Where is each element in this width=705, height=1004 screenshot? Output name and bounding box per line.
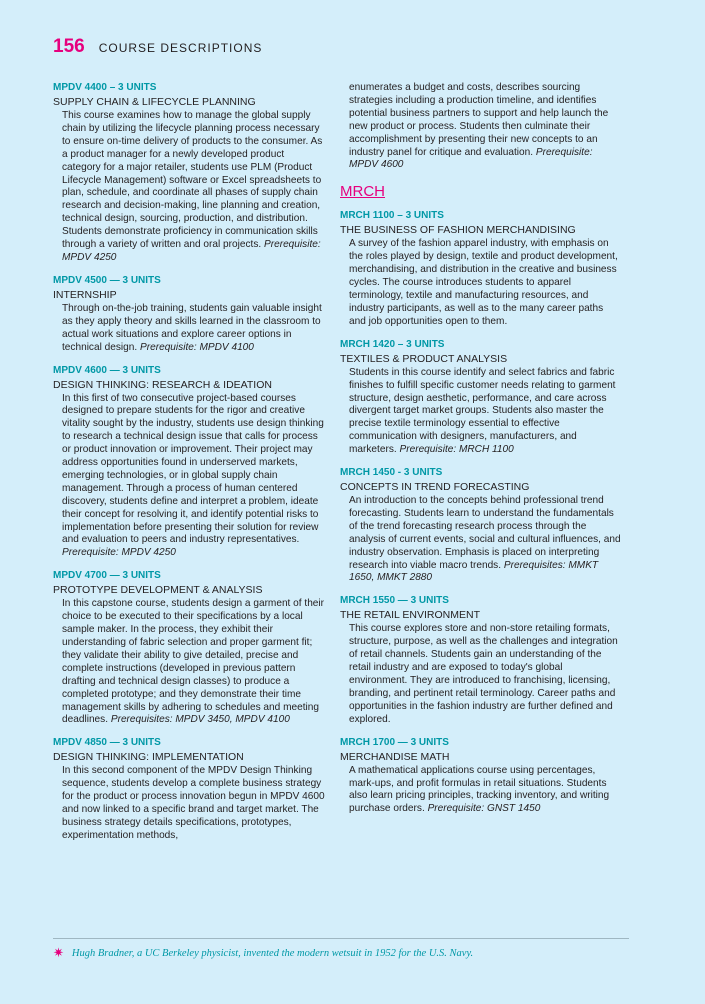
course-entry (53, 568, 325, 727)
asterisk-star-icon: ✷ (53, 945, 64, 960)
course-entry (340, 337, 622, 457)
continued-description (349, 82, 622, 172)
course-description (62, 393, 325, 561)
course-description (349, 238, 622, 328)
page-number: 156 (53, 36, 85, 57)
prerequisite: Prerequisite: MPDV 4600 (349, 146, 593, 171)
section-title: COURSE DESCRIPTIONS (98, 41, 263, 55)
course-code: MPDV 4500 — 3 UNITS (53, 274, 161, 286)
fun-fact-text: Hugh Bradner, a UC Berkeley physicist, invented the modern wetsuit in 1952 for the U.S. Navy. (71, 947, 474, 959)
course-title: DESIGN THINKING: IMPLEMENTATION (53, 751, 244, 764)
description-text: Students in this course identify and select fabrics and fabric finishes to fulfill specific customer needs relating to garment structure, design aesthetic, performance, and care across divergent target market groups. Students also master the precise textile terminology essential to effective communication with designers, manufacturers, and marketers. (349, 366, 616, 456)
course-entry (340, 208, 622, 328)
prerequisite: Prerequisite: MPDV 4250 (62, 547, 176, 559)
prerequisite: Prerequisites: MPDV 3450, MPDV 4100 (110, 714, 290, 726)
course-description (62, 765, 325, 842)
course-entry (53, 363, 325, 561)
prerequisite: Prerequisite: MPDV 4100 (140, 341, 254, 353)
description-text: A mathematical applications course using percentages, mark-ups, and profit formulas in retail situations. Students also learn pricing principles, tracking inventory, and writing purchase orders. (349, 764, 610, 815)
course-title: THE BUSINESS OF FASHION MERCHANDISING (340, 224, 576, 237)
course-description (349, 765, 622, 817)
course-code: MRCH 1700 — 3 UNITS (340, 736, 449, 748)
description-text: This course explores store and non-store retailing formats, structure, purpose, as well as the challenges and integration of retail channels. Students gain an understanding of the retail industry and are exposed to today's global environment. They are introduced to franchising, licensing, branding, and pertinent retail terminology. Career paths and opportunities in the fashion industry are further defined and explored. (349, 623, 618, 725)
course-description (349, 367, 622, 457)
description-text: In this second component of the MPDV Design Thinking sequence, students develop a complete business strategy for the product or process innovation begun in MPDV 4600 and now linked to a specific brand and target market. The business strategy details specifications, prototypes, experimentation methods, (62, 765, 325, 841)
description-text: enumerates a budget and costs, describes sourcing strategies including a production timeline, and identifies potential business partners to support and help launch the new product or process. Students then culminate their accomplishment by presenting their new concepts to an industry panel for critique and evaluation. (349, 82, 609, 158)
course-description (349, 623, 622, 726)
course-title: DESIGN THINKING: RESEARCH & IDEATION (53, 378, 272, 391)
course-title: SUPPLY CHAIN & LIFECYCLE PLANNING (53, 96, 256, 108)
description-text: This course examines how to manage the global supply chain by utilizing the lifecycle planning process necessary to ensure on-time delivery of products to the consumer. As a product manager for a newly developed product category for a major retailer, students use PLM (Product Lifecycle Management) software or Excel spreadsheets to plan, schedule, and coordinate all phases of supply chain research and decision-making, line planning and creation, technical design, sourcing, production, and distribution. Students demonstrate proficiency in communication skills through a variety of written and oral projects. (62, 110, 323, 251)
right-column (340, 82, 622, 824)
left-column (53, 80, 325, 851)
course-code: MRCH 1420 – 3 UNITS (340, 338, 445, 350)
course-code: MRCH 1550 — 3 UNITS (340, 595, 449, 607)
course-title: TEXTILES & PRODUCT ANALYSIS (340, 352, 508, 365)
course-entry (53, 80, 325, 265)
page-header (53, 36, 262, 58)
course-entry (340, 465, 622, 585)
course-title: INTERNSHIP (53, 288, 117, 301)
description-text: An introduction to the concepts behind professional trend forecasting. Students learn to understand the fundamentals of the trend forecasting research process through the analysis of current events, social and cultural influences, and industry observation. Emphasis is placed on interpreting research into viable macro trends. (349, 495, 621, 571)
course-code: MPDV 4850 — 3 UNITS (53, 737, 161, 749)
course-title: THE RETAIL ENVIRONMENT (340, 609, 481, 622)
prerequisite: Prerequisite: MPDV 4250 (62, 239, 321, 263)
description-text: In this capstone course, students design a garment of their choice to be executed to their specifications by a local sample maker. In the process, they exhibit their understanding of fabric selection and proper garment fit; they validate their ability to give detailed, precise and complete instructions (developed in previous pattern drafting and technical design classes) to produce a completed prototype; and they demonstrate their time management skills by adhering to schedules and meeting deadlines. (62, 598, 325, 726)
course-code: MRCH 1450 - 3 UNITS (340, 467, 443, 479)
description-text: Through on-the-job training, students gain valuable insight as they apply theory and skills learned in the classroom to actual work situations and explore career options in technical design. (62, 302, 322, 353)
course-entry (53, 273, 325, 355)
course-title: MERCHANDISE MATH (340, 750, 450, 763)
course-description (62, 598, 325, 727)
course-code: MPDV 4700 — 3 UNITS (53, 570, 161, 582)
course-description (62, 303, 325, 355)
course-entry (340, 593, 622, 726)
course-description (62, 110, 325, 265)
course-code: MPDV 4600 — 3 UNITS (53, 364, 161, 376)
course-title: CONCEPTS IN TREND FORECASTING (340, 481, 530, 494)
course-title: PROTOTYPE DEVELOPMENT & ANALYSIS (53, 584, 263, 597)
footer-fact (53, 945, 473, 961)
department-heading: MRCH (340, 183, 385, 201)
course-entry (340, 735, 622, 817)
description-text: In this first of two consecutive project-based courses designed to prepare students for the rigor and creative vitality sought by the industry, students use design thinking to research a technical design issue that calls for process or product innovation or improvement. Their project may address opportunities found in underserved markets, emerging technologies, or in global supply chain management. Through a process of human centered discovery, students define and interpret a problem, ideate their concept for resolving it, and identify potential risks to implementation before presenting their solution for review and evaluation to peers and industry representatives. (62, 392, 324, 546)
course-code: MRCH 1100 – 3 UNITS (340, 210, 444, 222)
course-code: MPDV 4400 – 3 UNITS (53, 82, 157, 93)
course-entry (53, 735, 325, 842)
course-description (349, 495, 622, 585)
prerequisite: Prerequisite: GNST 1450 (427, 803, 541, 815)
footer-divider (53, 938, 629, 939)
prerequisite: Prerequisites: MMKT 1650, MMKT 2880 (349, 559, 599, 584)
description-text: A survey of the fashion apparel industry, with emphasis on the roles played by design, textile and product development, merchandising, and distribution in the creative and business cycles. The course introduces students to apparel terminology, textile and manufacturing resources, and industry participants, as well as to the many career paths and job opportunities open to them. (349, 238, 618, 327)
prerequisite: Prerequisite: MRCH 1100 (399, 444, 514, 456)
